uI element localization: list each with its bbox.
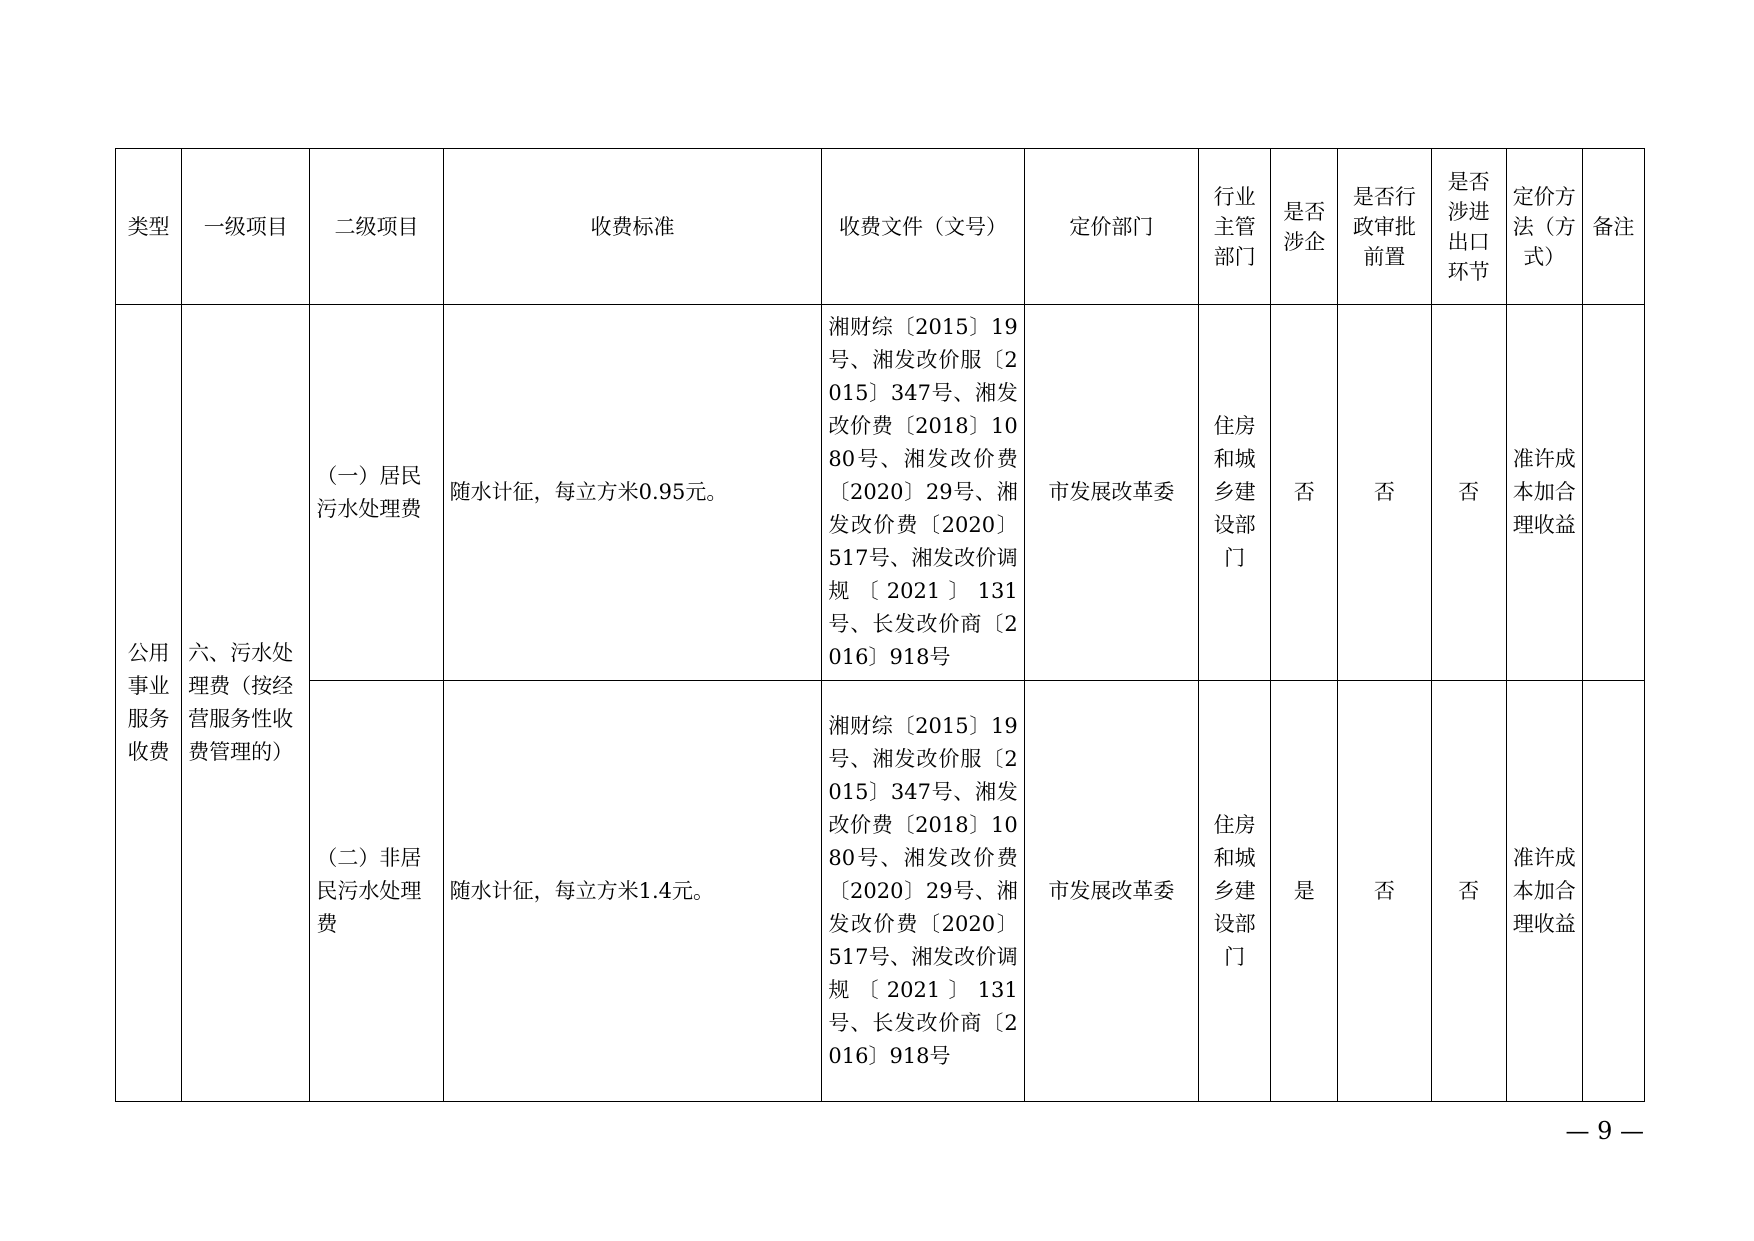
header-import-export: 是否涉进出口环节: [1431, 149, 1506, 305]
header-fee-documents: 收费文件（文号）: [822, 149, 1024, 305]
pricing-method-cell: 准许成本加合理收益: [1506, 305, 1582, 681]
type-cell: 公用事业服务收费: [116, 305, 182, 1102]
header-remarks: 备注: [1582, 149, 1644, 305]
fee-table: [115, 148, 1645, 1102]
header-pricing-method: 定价方法（方式）: [1506, 149, 1582, 305]
page-number: — 9 —: [1565, 1117, 1644, 1145]
level2-item-cell: （二）非居民污水处理费: [310, 681, 443, 1102]
industry-department-cell: 住房和城乡建设部门: [1199, 681, 1271, 1102]
import-export-cell: 否: [1431, 681, 1506, 1102]
admin-approval-cell: 否: [1338, 305, 1431, 681]
table-row: [116, 681, 1645, 1102]
header-pricing-department: 定价部门: [1024, 149, 1198, 305]
header-admin-approval: 是否行政审批前置: [1338, 149, 1431, 305]
fee-documents-cell: 湘财综〔2015〕19号、湘发改价服〔2015〕347号、湘发改价费〔2018〕1080号、湘发改价费〔2020〕29号、湘发改价费〔2020〕517号、湘发改价调规〔2021〕131号、长发改价商〔2016〕918号: [822, 305, 1024, 681]
remarks-cell: [1582, 681, 1644, 1102]
level1-item-cell: 六、污水处理费（按经营服务性收费管理的）: [182, 305, 310, 1102]
fee-documents-cell: 湘财综〔2015〕19号、湘发改价服〔2015〕347号、湘发改价费〔2018〕1080号、湘发改价费〔2020〕29号、湘发改价费〔2020〕517号、湘发改价调规〔2021〕131号、长发改价商〔2016〕918号: [822, 681, 1024, 1102]
admin-approval-cell: 否: [1338, 681, 1431, 1102]
involves-enterprise-cell: 是: [1271, 681, 1338, 1102]
header-type: 类型: [116, 149, 182, 305]
remarks-cell: [1582, 305, 1644, 681]
header-level1-item: 一级项目: [182, 149, 310, 305]
pricing-department-cell: 市发展改革委: [1024, 305, 1198, 681]
header-level2-item: 二级项目: [310, 149, 443, 305]
pricing-method-cell: 准许成本加合理收益: [1506, 681, 1582, 1102]
header-industry-department: 行业主管部门: [1199, 149, 1271, 305]
import-export-cell: 否: [1431, 305, 1506, 681]
industry-department-cell: 住房和城乡建设部门: [1199, 305, 1271, 681]
involves-enterprise-cell: 否: [1271, 305, 1338, 681]
level2-item-cell: （一）居民污水处理费: [310, 305, 443, 681]
header-involves-enterprise: 是否涉企: [1271, 149, 1338, 305]
pricing-department-cell: 市发展改革委: [1024, 681, 1198, 1102]
table-row: [116, 305, 1645, 681]
header-fee-standard: 收费标准: [443, 149, 822, 305]
table-header-row: [116, 149, 1645, 305]
fee-standard-cell: 随水计征，每立方米0.95元。: [443, 305, 822, 681]
fee-standard-cell: 随水计征，每立方米1.4元。: [443, 681, 822, 1102]
